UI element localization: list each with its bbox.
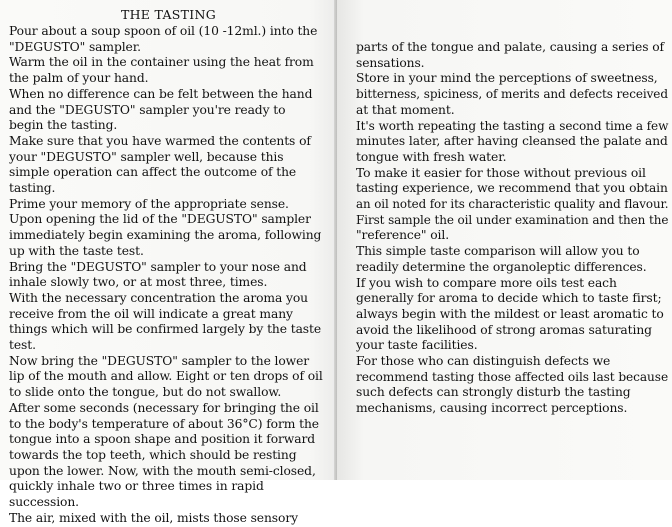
right-page	[337, 0, 672, 480]
text-line: to the body's temperature of about 36°C) form the	[9, 416, 319, 431]
text-line: and the "DEGUSTO" sampler you're ready to	[9, 102, 286, 117]
text-line: Now bring the "DEGUSTO" sampler to the lower	[9, 353, 310, 368]
text-line: quickly inhale two or three times in rapid	[9, 479, 264, 494]
text-line: minutes later, after having cleansed the palate and	[356, 134, 668, 149]
text-line: tasting experience, we recommend that you obtain	[356, 181, 668, 196]
text-line: avoid the likelihood of strong aromas saturating	[356, 322, 652, 337]
text-line: If you wish to compare more oils test each	[356, 275, 617, 290]
text-line: Make sure that you have warmed the contents of	[9, 133, 311, 148]
text-line: immediately begin examining the aroma, following	[9, 228, 322, 243]
text-line: up with the taste test.	[9, 243, 144, 258]
left-page-text	[9, 24, 335, 527]
text-line: Warm the oil in the container using the heat from	[9, 55, 314, 70]
text-line: your "DEGUSTO" sampler well, because this	[9, 149, 284, 164]
text-line: With the necessary concentration the aroma you	[9, 290, 309, 305]
text-line: After some seconds (necessary for bringing the oil	[9, 400, 319, 415]
text-line: to slide onto the tongue, but do not swallow.	[9, 385, 282, 400]
text-line: Prime your memory of the appropriate sense.	[9, 196, 289, 211]
text-line: When no difference can be felt between the hand	[9, 86, 313, 101]
text-line: For those who can distinguish defects we	[356, 354, 611, 369]
text-line: your taste facilities.	[356, 338, 478, 353]
text-line: Store in your mind the perceptions of sweetness,	[356, 71, 658, 86]
text-line: It's worth repeating the tasting a second time a few	[356, 118, 669, 133]
page-title: THE TASTING	[120, 7, 217, 22]
text-line: an oil noted for its characteristic quality and flavour.	[356, 197, 669, 212]
text-line: The air, mixed with the oil, mists those sensory	[9, 510, 298, 525]
text-line: succession.	[9, 495, 79, 510]
text-line: Upon opening the lid of the "DEGUSTO" sampler	[9, 212, 311, 227]
text-line: lip of the mouth and allow. Eight or ten drops of oil	[9, 369, 323, 384]
text-line: inhale slowly two, or at most three, times.	[9, 275, 268, 290]
text-line: begin the tasting.	[9, 118, 118, 133]
left-page	[0, 0, 337, 525]
text-line: things which will be confirmed largely by the taste	[9, 322, 322, 337]
text-line: bitterness, spiciness, of merits and defects received	[356, 87, 668, 102]
text-line: simple operation can affect the outcome of the	[9, 165, 297, 180]
text-line: towards the top teeth, which should be resting	[9, 447, 297, 462]
text-line: sensations.	[356, 55, 425, 70]
text-line: This simple taste comparison will allow you to	[356, 244, 640, 259]
text-line: Bring the "DEGUSTO" sampler to your nose and	[9, 259, 307, 274]
text-line: always begin with the mildest or least aromatic to	[356, 306, 664, 321]
text-line: tongue with fresh water.	[356, 149, 507, 164]
text-line: tasting.	[9, 181, 56, 196]
text-line: mechanisms, causing incorrect perceptions.	[356, 401, 628, 416]
text-line: test.	[9, 338, 36, 353]
text-line: generally for aroma to decide which to taste first;	[356, 291, 662, 306]
text-line: receive from the oil will indicate a great many	[9, 306, 293, 321]
text-line: the palm of your hand.	[9, 71, 149, 86]
text-line: parts of the tongue and palate, causing a series of	[356, 40, 665, 54]
text-line: To make it easier for those without previous oil	[356, 165, 646, 180]
text-line: at that moment.	[356, 102, 455, 117]
text-line: readily determine the organoleptic differences.	[356, 259, 647, 274]
text-line: recommend tasting those affected oils last because	[356, 369, 669, 384]
right-page-text	[356, 40, 668, 417]
text-line: Pour about a soup spoon of oil (10 -12ml.) into the	[9, 24, 318, 38]
text-line: "DEGUSTO" sampler.	[9, 39, 141, 54]
text-line: First sample the oil under examination and then the	[356, 212, 669, 227]
text-line: tongue into a spoon shape and position it forward	[9, 432, 316, 447]
text-line: "reference" oil.	[356, 228, 450, 243]
text-line: such defects can strongly disturb the tasting	[356, 385, 631, 400]
text-line: upon the lower. Now, with the mouth semi-closed,	[9, 463, 316, 478]
